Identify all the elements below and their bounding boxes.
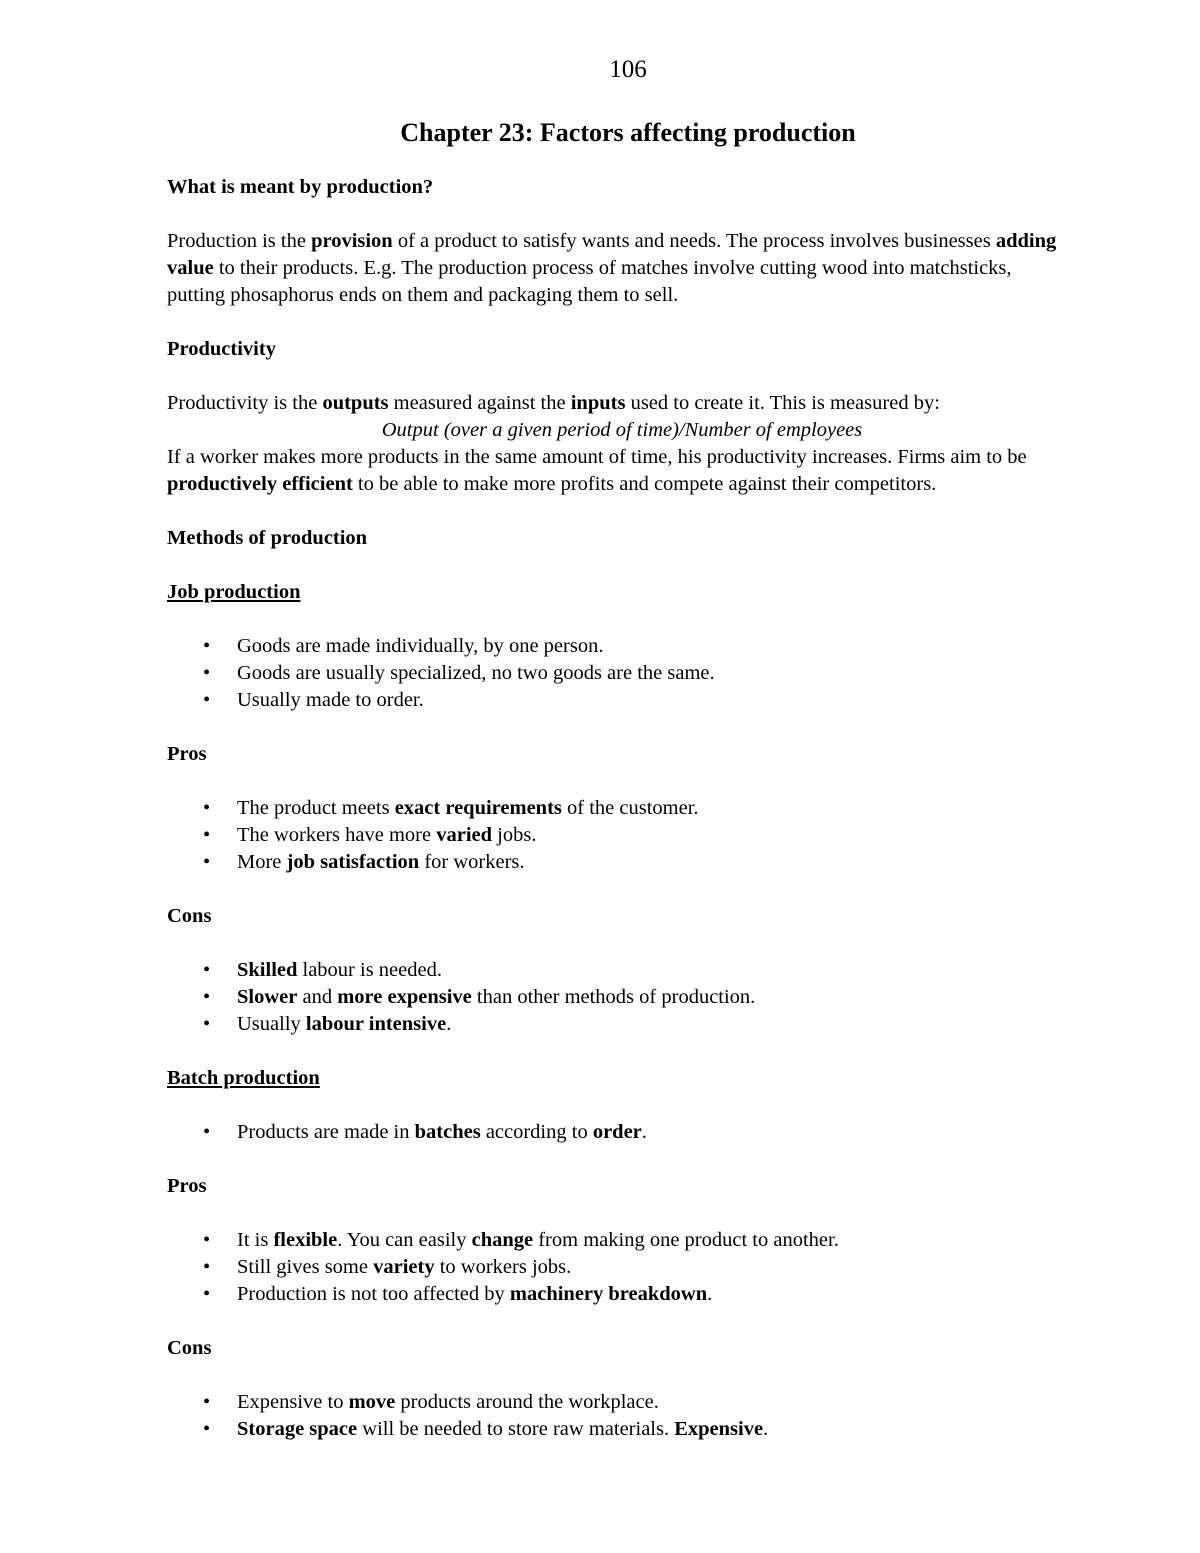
bold-term: outputs	[322, 392, 389, 414]
bold-term: Storage space	[237, 1418, 358, 1440]
list-item: • Usually made to order.	[167, 687, 1067, 714]
section-heading-production: What is meant by production?	[167, 176, 434, 198]
list-item: • Storage space will be needed to store raw materials. Expensive.	[167, 1416, 1067, 1443]
bold-term: change	[471, 1229, 534, 1251]
bold-term: adding value	[167, 230, 1057, 279]
list-item: • Expensive to move products around the workplace.	[167, 1389, 1067, 1416]
bold-term: variety	[373, 1256, 435, 1278]
bold-term: Skilled	[237, 959, 298, 981]
production-paragraph: Production is the provision of a product to satisfy wants and needs. The process involves businesses adding value to their products. E.g. The production process of matches involve cutting wood into matchsticks, putting phosaphorus ends on them and packaging them to sell.	[167, 230, 1057, 306]
bold-term: move	[348, 1391, 396, 1413]
page-content	[167, 174, 1067, 1443]
productivity-paragraph-2: If a worker makes more products in the same amount of time, his productivity increases. Firms aim to be productively efficient to be able to make more profits and compete against their competitors.	[167, 446, 1027, 495]
list-item: • More job satisfaction for workers.	[167, 849, 1067, 876]
list-item: • Production is not too affected by machinery breakdown.	[167, 1281, 1067, 1308]
job-pros-heading: Pros	[167, 743, 207, 765]
bold-term: flexible	[273, 1229, 338, 1251]
bold-term: productively efficient	[167, 473, 353, 495]
list-item: • Goods are usually specialized, no two goods are the same.	[167, 660, 1067, 687]
bold-term: inputs	[570, 392, 626, 414]
bold-term: more expensive	[337, 986, 472, 1008]
list-item: • The product meets exact requirements of the customer.	[167, 795, 1067, 822]
job-cons-heading: Cons	[167, 905, 212, 927]
job-pros-list	[167, 795, 1067, 876]
job-production-points	[167, 633, 1067, 714]
bold-term: job satisfaction	[286, 851, 420, 873]
section-heading-productivity: Productivity	[167, 338, 276, 360]
list-item: • Products are made in batches according to order.	[167, 1119, 1067, 1146]
list-item: • Usually labour intensive.	[167, 1011, 1067, 1038]
methods-heading: Methods of production	[167, 527, 368, 549]
chapter-title: Chapter 23: Factors affecting production	[400, 118, 856, 147]
batch-pros-heading: Pros	[167, 1175, 207, 1197]
batch-cons-heading: Cons	[167, 1337, 212, 1359]
list-item: • Goods are made individually, by one person.	[167, 633, 1067, 660]
bold-term: labour intensive	[305, 1013, 447, 1035]
productivity-paragraph-1: Productivity is the outputs measured against the inputs used to create it. This is measured by:	[167, 392, 940, 414]
bold-term: Slower	[237, 986, 298, 1008]
list-item: • It is flexible. You can easily change from making one product to another.	[167, 1227, 1067, 1254]
bold-term: order	[592, 1121, 642, 1143]
batch-cons-list	[167, 1389, 1067, 1443]
productivity-formula: Output (over a given period of time)/Number of employees	[381, 419, 863, 441]
job-production-heading: Job production	[167, 581, 301, 603]
list-item: • Slower and more expensive than other methods of production.	[167, 984, 1067, 1011]
bold-term: exact requirements	[394, 797, 562, 819]
job-cons-list	[167, 957, 1067, 1038]
page-number: 106	[609, 56, 647, 83]
batch-production-heading: Batch production	[167, 1067, 320, 1089]
batch-production-points	[167, 1119, 1067, 1146]
bold-term: batches	[414, 1121, 481, 1143]
bold-term: varied	[436, 824, 493, 846]
bold-term: provision	[311, 230, 393, 252]
batch-pros-list	[167, 1227, 1067, 1308]
list-item: • Skilled labour is needed.	[167, 957, 1067, 984]
bold-term: Expensive	[674, 1418, 764, 1440]
list-item: • The workers have more varied jobs.	[167, 822, 1067, 849]
list-item: • Still gives some variety to workers jobs.	[167, 1254, 1067, 1281]
bold-term: machinery breakdown	[509, 1283, 708, 1305]
